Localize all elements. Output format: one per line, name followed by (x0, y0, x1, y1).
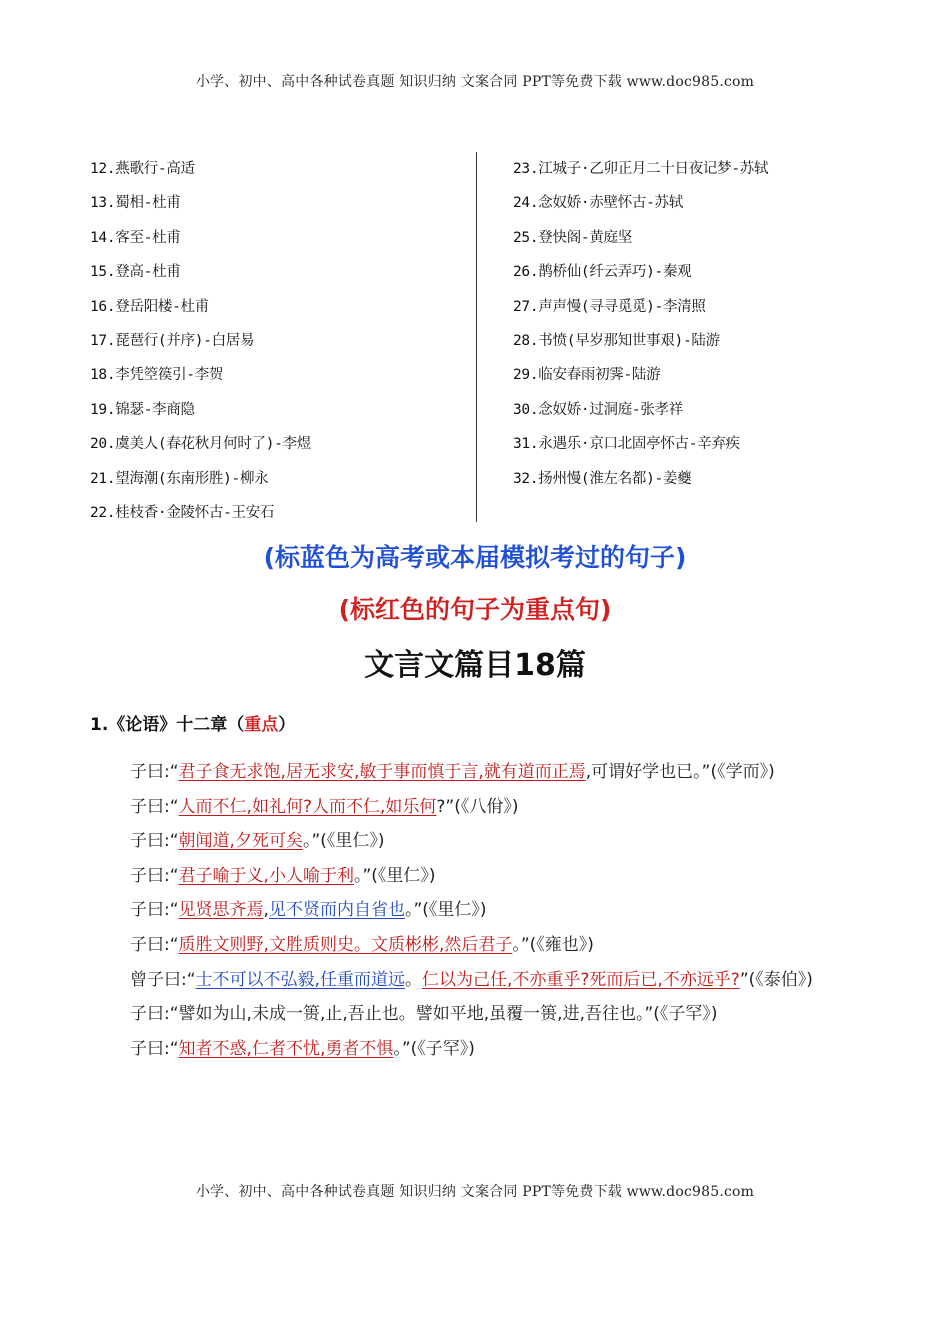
key-sentence-red: 君子食无求饱,居无求安,敏于事而慎于言,就有道而正焉 (178, 762, 586, 782)
page-title: 文言文篇目18篇 (364, 648, 586, 683)
quote-source: 。”(《雍也》) (512, 934, 594, 955)
poem-list-item: 25.登快阁-黄庭坚 (513, 229, 632, 246)
section-heading-close: ） (278, 715, 296, 735)
quote-speaker: 子曰:“ (130, 796, 179, 817)
poem-list-left-column (90, 152, 470, 530)
poem-list (90, 152, 860, 524)
red-legend-note: (标红色的句子为重点句) (338, 595, 612, 624)
poem-list-item: 18.李凭箜篌引-李贺 (90, 367, 224, 384)
poem-list-item: 27.声声慢(寻寻觅觅)-李清照 (513, 298, 706, 315)
key-sentence-red: 朝闻道,夕死可矣 (178, 831, 303, 852)
section-heading-text: 1.《论语》十二章（ (90, 715, 245, 735)
quote-speaker: 子曰:“ (130, 762, 179, 782)
poem-list-item: 12.燕歌行-高适 (90, 161, 195, 177)
section-key-label: 重点 (244, 715, 279, 735)
column-divider (476, 152, 477, 522)
quote-source: 。”(《里仁》) (353, 865, 436, 886)
quote-source: 。”(《里仁》) (404, 900, 487, 921)
page-footer: 小学、初中、高中各种试卷真题 知识归纳 文案合同 PPT等免费下载 www.doc985.com (195, 1184, 755, 1200)
poem-list-item: 16.登岳阳楼-杜甫 (90, 298, 209, 315)
key-sentence-red: 知者不惑,仁者不忧,勇者不惧 (178, 1038, 394, 1059)
poem-list-right-column (513, 152, 860, 496)
quote-source: ?”(《八佾》) (436, 796, 519, 817)
quote-paragraph (90, 928, 860, 963)
quote-speaker: 子曰:“ (130, 865, 179, 886)
exam-sentence-blue: 士不可以不弘毅,任重而道远 (195, 969, 405, 990)
poem-list-item: 15.登高-杜甫 (90, 264, 181, 281)
quote-punctuation: , (263, 900, 269, 921)
quote-paragraph (90, 893, 860, 928)
quote-paragraph (90, 755, 860, 790)
poem-list-item: 29.临安春雨初霁-陆游 (513, 367, 661, 384)
quotes-body (90, 755, 860, 1066)
quote-paragraph (90, 963, 860, 998)
quote-paragraph (90, 859, 860, 894)
quote-speaker: 子曰:“ (130, 831, 179, 852)
quote-source: ,可谓好学也已。”(《学而》) (585, 762, 775, 782)
section-heading (90, 710, 870, 735)
quote-paragraph (90, 790, 860, 825)
quote-source: 。”(《里仁》) (302, 831, 385, 852)
poem-list-item: 23.江城子·乙卯正月二十日夜记梦-苏轼 (513, 161, 769, 177)
exam-sentence-blue: 见不贤而内自省也 (268, 900, 405, 921)
quote-source: ”(《泰伯》) (739, 969, 813, 990)
poem-list-item: 13.蜀相-杜甫 (90, 195, 181, 212)
poem-list-item: 30.念奴娇·过洞庭-张孝祥 (513, 401, 683, 418)
poem-list-item: 32.扬州慢(淮左名都)-姜夔 (513, 470, 692, 487)
key-sentence-red: 人而不仁,如礼何?人而不仁,如乐何 (178, 796, 437, 817)
key-sentence-red: 君子喻于义,小人喻于利 (178, 865, 354, 886)
poem-list-item: 24.念奴娇·赤壁怀古-苏轼 (513, 195, 683, 212)
quote-speaker: 子曰:“ (130, 900, 179, 921)
poem-list-item: 28.书愤(早岁那知世事艰)-陆游 (513, 332, 720, 349)
key-sentence-red: 仁以为己任,不亦重乎?死而后已,不亦远乎? (421, 969, 740, 990)
page-header: 小学、初中、高中各种试卷真题 知识归纳 文案合同 PPT等免费下载 www.doc985.com (195, 74, 755, 90)
quote-punctuation: 。 (404, 969, 422, 990)
key-sentence-red: 质胜文则野,文胜质则史。文质彬彬,然后君子 (178, 934, 513, 955)
quote-source: 。”(《子罕》) (393, 1038, 475, 1059)
quote-speaker: 曾子曰:“ (130, 969, 196, 990)
quote-paragraph (90, 824, 860, 859)
quote-speaker: 子曰:“ (130, 1038, 179, 1059)
quote-paragraph (90, 1032, 860, 1067)
quote-paragraph (90, 997, 860, 1032)
quote-source: ”(《子罕》) (644, 1004, 718, 1025)
blue-legend-note: (标蓝色为高考或本届模拟考过的句子) (263, 543, 687, 572)
quote-speaker: 子曰:“ (130, 934, 179, 955)
poem-list-item: 26.鹊桥仙(纤云弄巧)-秦观 (513, 264, 692, 281)
poem-list-item: 19.锦瑟-李商隐 (90, 401, 195, 418)
poem-list-item: 20.虞美人(春花秋月何时了)-李煜 (90, 436, 311, 453)
poem-list-item: 17.琵琶行(并序)-白居易 (90, 332, 255, 349)
poem-list-item: 22.桂枝香·金陵怀古-王安石 (90, 504, 275, 521)
quote-text: 譬如为山,未成一篑,止,吾止也。譬如平地,虽覆一篑,进,吾往也。 (178, 1004, 645, 1025)
poem-list-item: 14.客至-杜甫 (90, 229, 181, 246)
quote-speaker: 子曰:“ (130, 1004, 179, 1025)
poem-list-item: 31.永遇乐·京口北固亭怀古-辛弃疾 (513, 436, 740, 453)
key-sentence-red: 见贤思齐焉 (178, 900, 264, 921)
poem-list-item: 21.望海潮(东南形胜)-柳永 (90, 470, 269, 487)
